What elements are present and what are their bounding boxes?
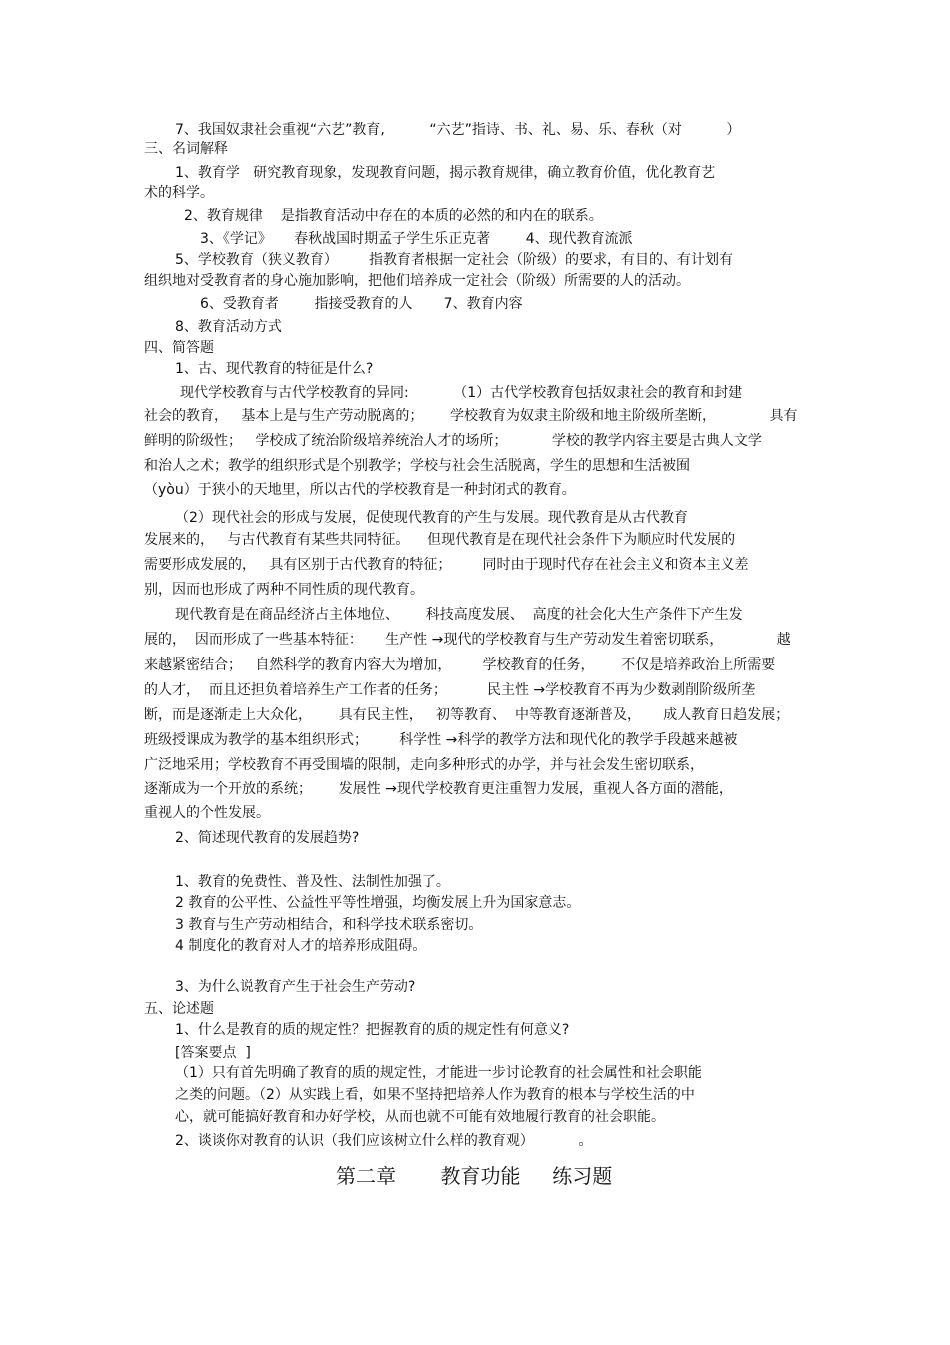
text-line: 鲜明的阶级性； 学校成了统治阶级培养统治人才的场所； 学校的教学内容主要是古典人文学: [144, 433, 762, 449]
question: 2、简述现代教育的发展趋势?: [175, 830, 360, 846]
list-item: 3 教育与生产劳动相结合，和科学技术联系密切。: [175, 917, 483, 933]
text-line: 发展来的， 与古代教育有某些共同特征。 但现代教育是在现代社会条件下为顺应时代发展的: [144, 532, 736, 548]
text-line: 7、我国奴隶社会重视“六艺”教育, “六艺”指诗、书、礼、易、乐、春秋（对 ）: [175, 122, 741, 138]
text-line: 重视人的个性发展。: [144, 805, 270, 821]
text-line: 和治人之术；教学的组织形式是个别教学；学校与社会生活脱离，学生的思想和生活被囿: [144, 458, 690, 474]
text-line: 逐渐成为一个开放的系统； 发展性 →现代学校教育更注重智力发展，重视人各方面的潜能，: [144, 781, 733, 797]
text-line: （2）现代社会的形成与发展，促使现代教育的产生与发展。现代教育是从古代教育: [175, 510, 688, 526]
text-line: 6、受教育者 指接受教育的人 7、教育内容: [200, 296, 523, 312]
text-line: 社会的教育， 基本上是与生产劳动脱离的； 学校教育为奴隶主阶级和地主阶级所垄断， 具有: [144, 408, 798, 424]
text-line: 现代学校教育与古代学校教育的异同: （1）古代学校教育包括奴隶社会的教育和封建: [180, 385, 743, 401]
text-line: 8、教育活动方式: [175, 319, 282, 335]
section-heading: 五、论述题: [144, 1001, 214, 1017]
text-line: 5、学校教育（狭义教育） 指教育者根据一定社会（阶级）的要求，有目的、有计划有: [175, 252, 734, 268]
list-item: 2 教育的公平性、公益性平等性增强，均衡发展上升为国家意志。: [175, 895, 581, 911]
text-line: 组织地对受教育者的身心施加影响，把他们培养成一定社会（阶级）所需要的人的活动。: [144, 273, 690, 289]
question: 1、什么是教育的质的规定性？把握教育的质的规定性有何意义?: [175, 1022, 570, 1038]
question: 1、古、现代教育的特征是什么?: [175, 361, 374, 377]
text-line: 现代教育是在商品经济占主体地位、 科技高度发展、 高度的社会化大生产条件下产生发: [175, 607, 743, 623]
text-line: 2、教育规律 是指教育活动中存在的本质的必然的和内在的联系。: [184, 208, 603, 224]
text-line: 断，而是逐渐走上大众化， 具有民主性， 初等教育、 中等教育逐渐普及， 成人教育日趋发展；: [144, 707, 790, 723]
question: 3、为什么说教育产生于社会生产劳动?: [175, 979, 416, 995]
question: 2、谈谈你对教育的认识（我们应该树立什么样的教育观） 。: [175, 1133, 593, 1149]
text-line: 班级授课成为教学的基本组织形式； 科学性 →科学的教学方法和现代化的教学手段越来越被: [144, 732, 738, 748]
chapter-title: 第二章 教育功能 练习题: [336, 1164, 613, 1188]
section-heading: 四、简答题: [144, 340, 214, 356]
list-item: 1、教育的免费性、普及性、法制性加强了。: [175, 874, 450, 890]
text-line: 别，因而也形成了两种不同性质的现代教育。: [144, 582, 424, 598]
text-line: 1、教育学 研究教育现象，发现教育问题，揭示教育规律，确立教育价值，优化教育艺: [175, 165, 716, 181]
text-line: 广泛地采用；学校教育不再受围墙的限制，走向多种形式的办学，并与社会发生密切联系，: [144, 757, 704, 773]
text-line: 需要形成发展的， 具有区别于古代教育的特征； 同时由于现时代存在社会主义和资本主义差: [144, 557, 749, 573]
text-line: 展的， 因而形成了一些基本特征： 生产性 →现代的学校教育与生产劳动发生着密切联系， 越: [144, 632, 791, 648]
text-line: 的人才， 而且还担负着培养生产工作者的任务； 民主性 →学校教育不再为少数剥削阶级所垄: [144, 682, 756, 698]
section-heading: 三、名词解释: [144, 141, 228, 157]
text-line: 3、《学记》 春秋战国时期孟子学生乐正克著 4、现代教育流派: [200, 231, 633, 247]
text-line: （1）只有首先明确了教育的质的规定性，才能进一步讨论教育的社会属性和社会职能: [175, 1065, 702, 1081]
text-line: 心，就可能搞好教育和办好学校，从而也就不可能有效地履行教育的社会职能。: [175, 1109, 665, 1125]
answer-label: [答案要点 ]: [175, 1045, 251, 1061]
list-item: 4 制度化的教育对人才的培养形成阻碍。: [175, 938, 427, 954]
text-line: （yòu）于狭小的天地里，所以古代的学校教育是一种封闭式的教育。: [144, 482, 576, 498]
text-line: 术的科学。: [144, 185, 214, 201]
text-line: 来越紧密结合； 自然科学的教育内容大为增加， 学校教育的任务， 不仅是培养政治上所需要: [144, 657, 776, 673]
text-line: 之类的问题。（2）从实践上看，如果不坚持把培养人作为教育的根本与学校生活的中: [175, 1087, 695, 1103]
